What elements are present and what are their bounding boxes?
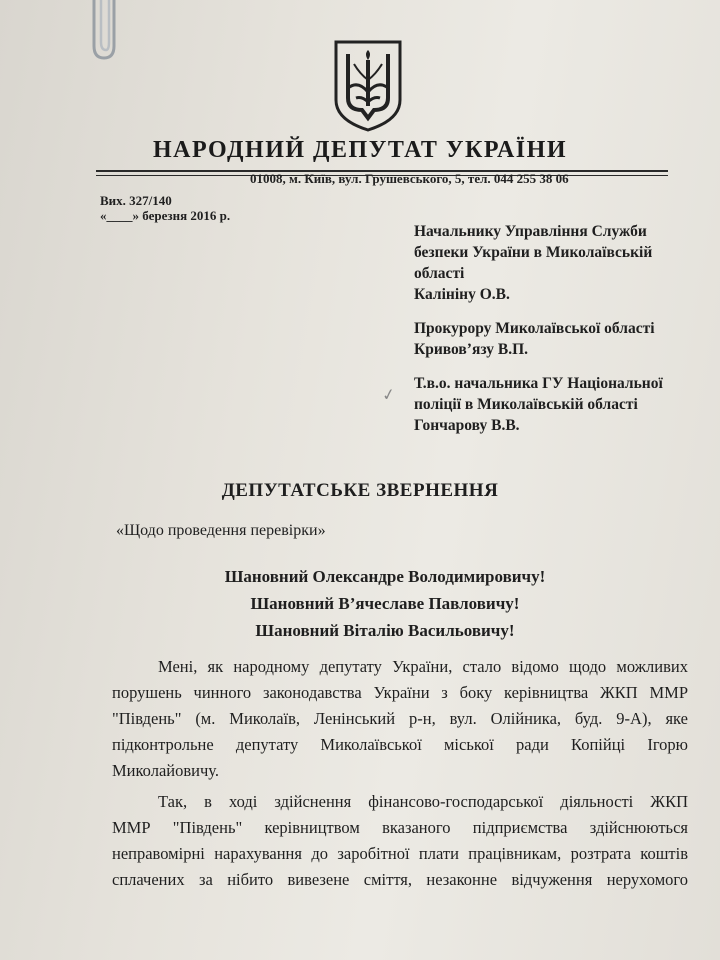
document-title: ДЕПУТАТСЬКЕ ЗВЕРНЕННЯ [221, 480, 499, 501]
text-line: неправомірні нарахування до заробітної плати працівникам, розтрата коштів [112, 844, 688, 863]
paragraph [112, 789, 688, 893]
text-line: "Південь" (м. Миколаїв, Ленінський р-н, вул. Олійника, буд. 9-А), яке [112, 709, 688, 728]
text-line: підконтрольне депутату Миколаївської міської ради Копійці Ігорю [112, 735, 688, 754]
document-subject: «Щодо проведення перевірки» [116, 522, 326, 539]
recipient-line: поліції в Миколаївській області [414, 396, 638, 413]
text-line: Так, в ході здійснення фінансово-господарської діяльності ЖКП [158, 792, 688, 811]
text-line: ММР "Південь" керівництвом вказаного підприємства здійснюються [112, 818, 688, 837]
sender-address: 01008, м. Київ, вул. Грушевського, 5, тел. 044 255 38 06 [250, 171, 569, 186]
recipient-sbu [414, 221, 704, 305]
recipient-line: Прокурору Миколаївської області [414, 320, 655, 337]
greeting-line: Шановний Віталію Васильовичу! [255, 621, 515, 640]
recipient-police [414, 373, 704, 436]
greetings-block [0, 563, 720, 644]
outgoing-number: Вих. 327/140 [100, 193, 172, 208]
greeting-line: Шановний В’ячеславе Павловичу! [250, 594, 520, 613]
document-date: «____» березня 2016 р. [100, 208, 231, 223]
text-line: Мені, як народному депутату України, стало відомо щодо можливих [158, 657, 688, 676]
greeting-line: Шановний Олександре Володимировичу! [224, 567, 546, 586]
recipient-line: Калініну О.В. [414, 286, 510, 303]
paragraph [112, 654, 688, 784]
recipient-prosecutor [414, 318, 704, 360]
recipient-line: безпеки України в Миколаївській [414, 244, 653, 261]
checkmark-icon: ✓ [380, 385, 397, 406]
recipient-line: Кривов’язу В.П. [414, 341, 529, 358]
recipient-line: Начальнику Управління Служби [414, 223, 647, 240]
recipient-line: Гончарову В.В. [414, 417, 520, 434]
sender-title: НАРОДНИЙ ДЕПУТАТ УКРАЇНИ [153, 137, 567, 163]
paperclip-icon [82, 0, 118, 64]
text-line: сплачених за нібито вивезене сміття, незаконне відчуження нерухомого [112, 870, 688, 889]
tryzub-emblem-icon [332, 40, 404, 132]
recipient-line: області [414, 265, 465, 282]
recipient-line: Т.в.о. начальника ГУ Національної [414, 375, 663, 392]
recipients-block [414, 221, 704, 449]
document-body [112, 654, 688, 898]
text-line: порушень чинного законодавства України з боку керівництва ЖКП ММР [112, 683, 688, 702]
text-line: Миколайовичу. [112, 761, 219, 780]
